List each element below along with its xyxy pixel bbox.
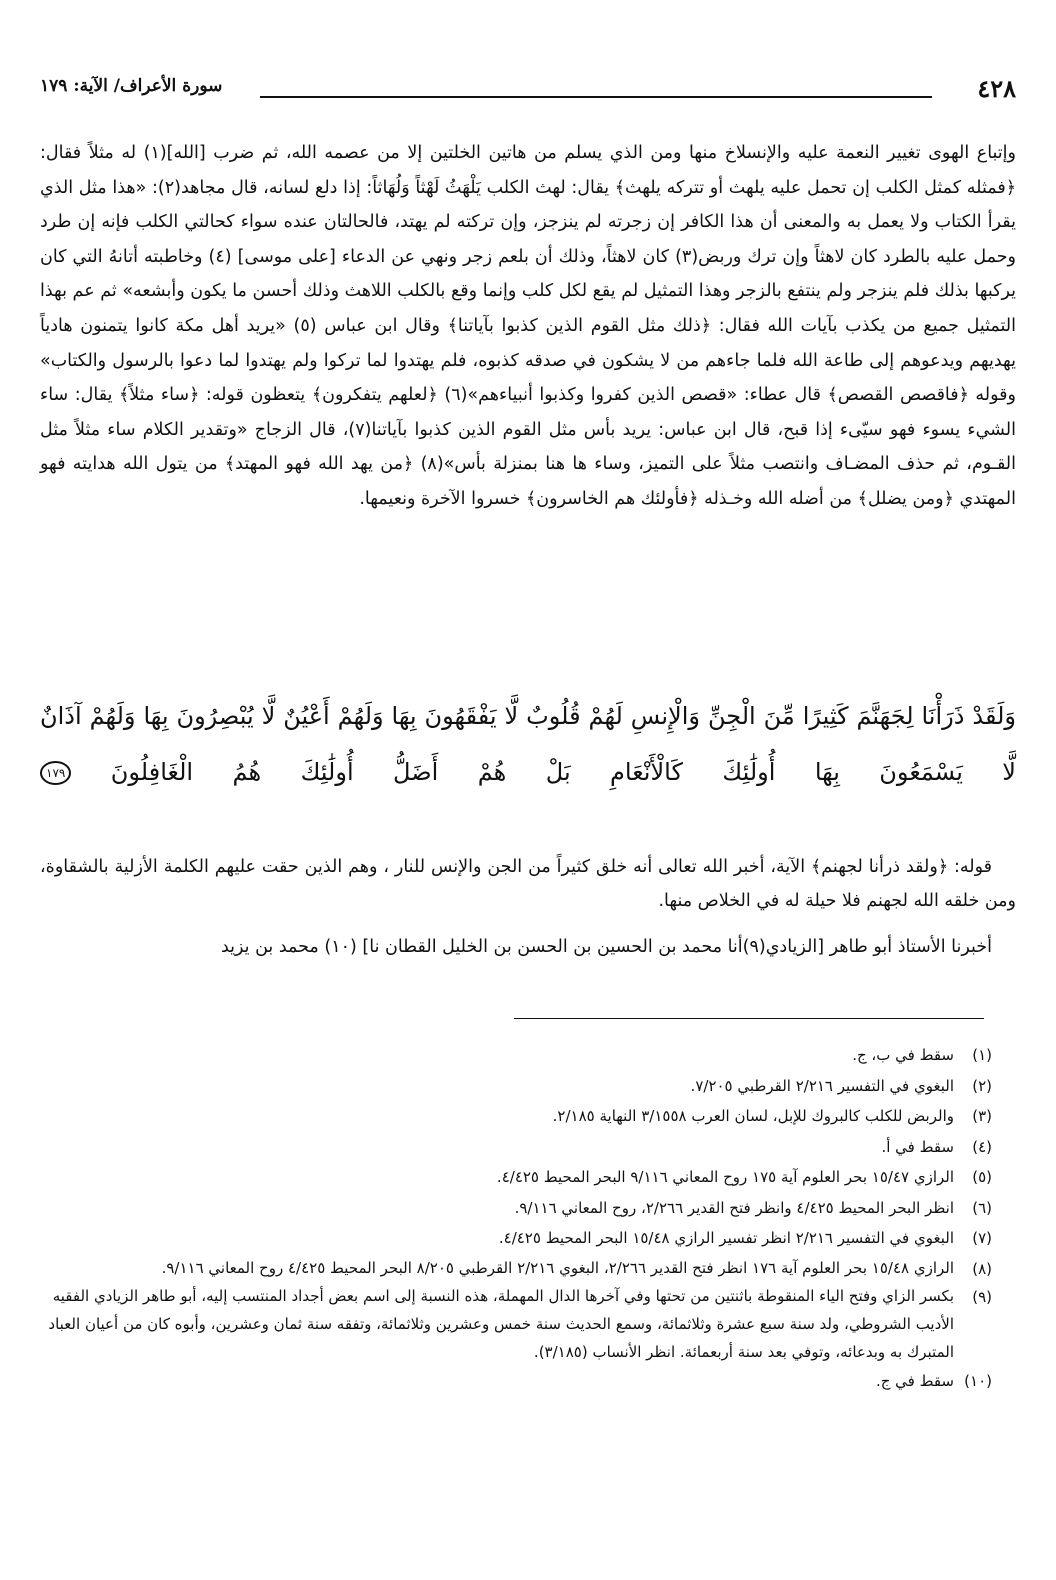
footnote-number: (٢): [972, 1076, 992, 1095]
footnote-number: (٧): [972, 1229, 992, 1247]
footnote-6: [40, 1193, 992, 1224]
footnotes-list: [40, 1040, 992, 1396]
footnote-separator: [514, 1018, 984, 1019]
footnote-text: الرازي ١٥/٤٨ بحر العلوم آية ١٧٦ انظر فتح القدير ٢/٢٦٦، البغوي ٢/٢١٦ القرطبي ٨/٢٠٥ البحر المحيط ٤/٤٢٥ روح المعاني ٩/١١٦.: [161, 1258, 954, 1277]
footnote-8: [40, 1254, 992, 1282]
footnote-text: البغوي في التفسير ٢/٢١٦ انظر تفسير الرازي ١٥/٤٨ البحر المحيط ٤/٤٢٥.: [498, 1229, 954, 1247]
footnote-10: [40, 1366, 992, 1397]
running-title: سورة الأعراف/ الآية: ١٧٩: [40, 76, 223, 96]
verse-number-marker: [40, 761, 71, 785]
footnote-number: (٩): [972, 1287, 992, 1306]
footnote-4: [40, 1132, 992, 1163]
footnote-text: سقط في ج.: [875, 1371, 954, 1390]
footnote-number: (١٠): [964, 1371, 992, 1390]
verse-text: وَلَقَدْ ذَرَأْنَا لِجَهَنَّمَ كَثِيرًا مِّنَ الْجِنِّ وَالْإِنسِ لَهُمْ قُلُوبٌ لَّا يَفْقَهُونَ بِهَا وَلَهُمْ أَعْيُنٌ لَّا يُبْصِرُونَ بِهَا وَلَهُمْ آذَانٌ لَّا يَسْمَعُونَ بِهَا أُولَٰئِكَ كَالْأَنْعَامِ بَلْ هُمْ أَضَلُّ أُولَٰئِكَ هُمُ الْغَافِلُونَ: [40, 702, 1016, 786]
footnote-text: سقط في أ.: [881, 1137, 954, 1156]
footnote-number: (١): [972, 1046, 992, 1064]
footnote-1: [40, 1040, 992, 1071]
commentary-paragraph-2: أخبرنا الأستاذ أبو طاهر [الزيادي(٩)أنا محمد بن الحسين بن الحسن بن الخليل القطان نا] (١٠) محمد بن يزيد: [220, 937, 992, 957]
footnote-text: انظر البحر المحيط ٤/٤٢٥ وانظر فتح القدير ٢/٢٦٦، روح المعاني ٩/١١٦.: [514, 1198, 954, 1217]
footnote-3: [40, 1101, 992, 1132]
header-rule: [260, 96, 932, 98]
footnote-text: سقط في ب، ج.: [852, 1046, 954, 1064]
footnote-9: [40, 1282, 992, 1366]
page-number: ٤٢٨: [977, 74, 1016, 103]
footnote-text: والربض للكلب كالبروك للإبل، لسان العرب ٣/١٥٥٨ النهاية ٢/١٨٥.: [552, 1107, 954, 1125]
footnote-number: (٨): [972, 1259, 992, 1278]
footnote-text: بكسر الزاي وفتح الياء المنقوطة باثنتين من تحتها وفي آخرها الدال المهملة، هذه النسبة إلى اسم بعض أجداد المنتسب إليه، أبو طاهر الزيادي الفقيه الأديب الشروطي، ولد سنة سبع عشرة وثلاثمائة، وسمع الحديث سنة خمس وعشرين وثلاثمائة، وتفقه سنة ثمان وعشرين، وأبوه كان من أعيان العباد المتبرك به وبدعائه، وتوفي بعد سنة أربعمائة. انظر الأنساب (٣/١٨٥).: [48, 1286, 954, 1361]
main-text: [40, 136, 1016, 517]
quran-verse: [40, 688, 1016, 800]
footnote-5: [40, 1162, 992, 1193]
commentary: [40, 850, 1016, 976]
page-header: [40, 72, 1016, 112]
footnote-7: [40, 1223, 992, 1254]
footnote-text: البغوي في التفسير ٢/٢١٦ القرطبي ٧/٢٠٥.: [690, 1076, 954, 1095]
footnote-number: (٥): [972, 1168, 992, 1186]
commentary-paragraph-1: قوله: ﴿ولقد ذرأنا لجهنم﴾ الآية، أخبر الله تعالى أنه خلق كثيراً من الجن والإنس للنار ، وهم الذين حقت عليهم الكلمة الأزلية بالشقاوة، ومن خلقه الله لجهنم فلا حيلة له في الخلاص منها.: [40, 857, 1016, 911]
footnote-2: [40, 1071, 992, 1102]
verse-number: ١٧٩: [46, 766, 66, 780]
footnote-number: (٦): [972, 1198, 992, 1217]
footnote-text: الرازي ١٥/٤٧ بحر العلوم آية ١٧٥ روح المعاني ٩/١١٦ البحر المحيط ٤/٤٢٥.: [496, 1168, 954, 1186]
footnote-number: (٤): [972, 1137, 992, 1156]
main-paragraph: وإتباع الهوى تغيير النعمة عليه والإنسلاخ منها ومن الذي يسلم من هاتين الخلتين إلا من عصمه الله، ثم ضرب [الله](١) له مثلاً فقال: ﴿فمثله كمثل الكلب إن تحمل عليه يلهث أو تتركه يلهث﴾ يقال: لهث الكلب يَلْهَثُ لَهْثاً وَلُهَاثاً: إذا دلع لسانه، قال مجاهد(٢): «هذا مثل الذي يقرأ الكتاب ولا يعمل به والمعنى أن هذا الكافر إن زجرته لم ينزجز، وإن تركته لم يهتد، فالحالتان عنده سواء كحالتي الكلب فإنه إن طرد وحمل عليه بالطرد كان لاهثاً وإن ترك وربض(٣) كان لاهثاً، وذلك أن بلعم زجر ونهي عن الدعاء [على موسى] (٤) وخاطبته أتانهُ التي كان يركبها بذلك فلم ينزجر ولم ينتفع بالزجر وهذا التمثيل لم يقع لكل كلب وإنما وقع بالكلب اللاهث وذلك أحسن ما يكون وأبشعه» ثم عم بهذا التمثيل جميع من يكذب بآيات الله فقال: ﴿ذلك مثل القوم الذين كذبوا بآياتنا﴾ وقال ابن عباس (٥) «يريد أهل مكة كانوا يتمنون هادياً يهديهم ويدعوهم إلى طاعة الله فلما جاءهم من لا يشكون في صدقه كذبوه، فلم يهتدوا لما تركوا ولم يهتدوا لما دعوا بالرسول والكتاب» وقوله ﴿فاقصص القصص﴾ قال عطاء: «قصص الذين كفروا وكذبوا أنبياءهم»(٦) ﴿لعلهم يتفكرون﴾ يتعظون قوله: ﴿ساء مثلاً﴾ يقال: ساء الشيء يسوء فهو سيّىء إذا قبح، قال ابن عباس: يريد بأس مثل القوم الذين كذبوا بآياتنا(٧)، قال الزجاج «وتقدير الكلام ساء مثلاً مثل القـوم، ثم حذف المضـاف وانتصب مثلاً على التميز، وساء ها هنا بمنزلة بأس»(٨) ﴿من يهد الله فهو المهتد﴾ من يتول الله هدايته فهو المهتدي ﴿ومن يضلل﴾ من أضله الله وخـذله ﴿فأولئك هم الخاسرون﴾ خسروا الآخرة ونعيمها.: [40, 143, 1016, 509]
footnote-number: (٣): [972, 1107, 992, 1125]
